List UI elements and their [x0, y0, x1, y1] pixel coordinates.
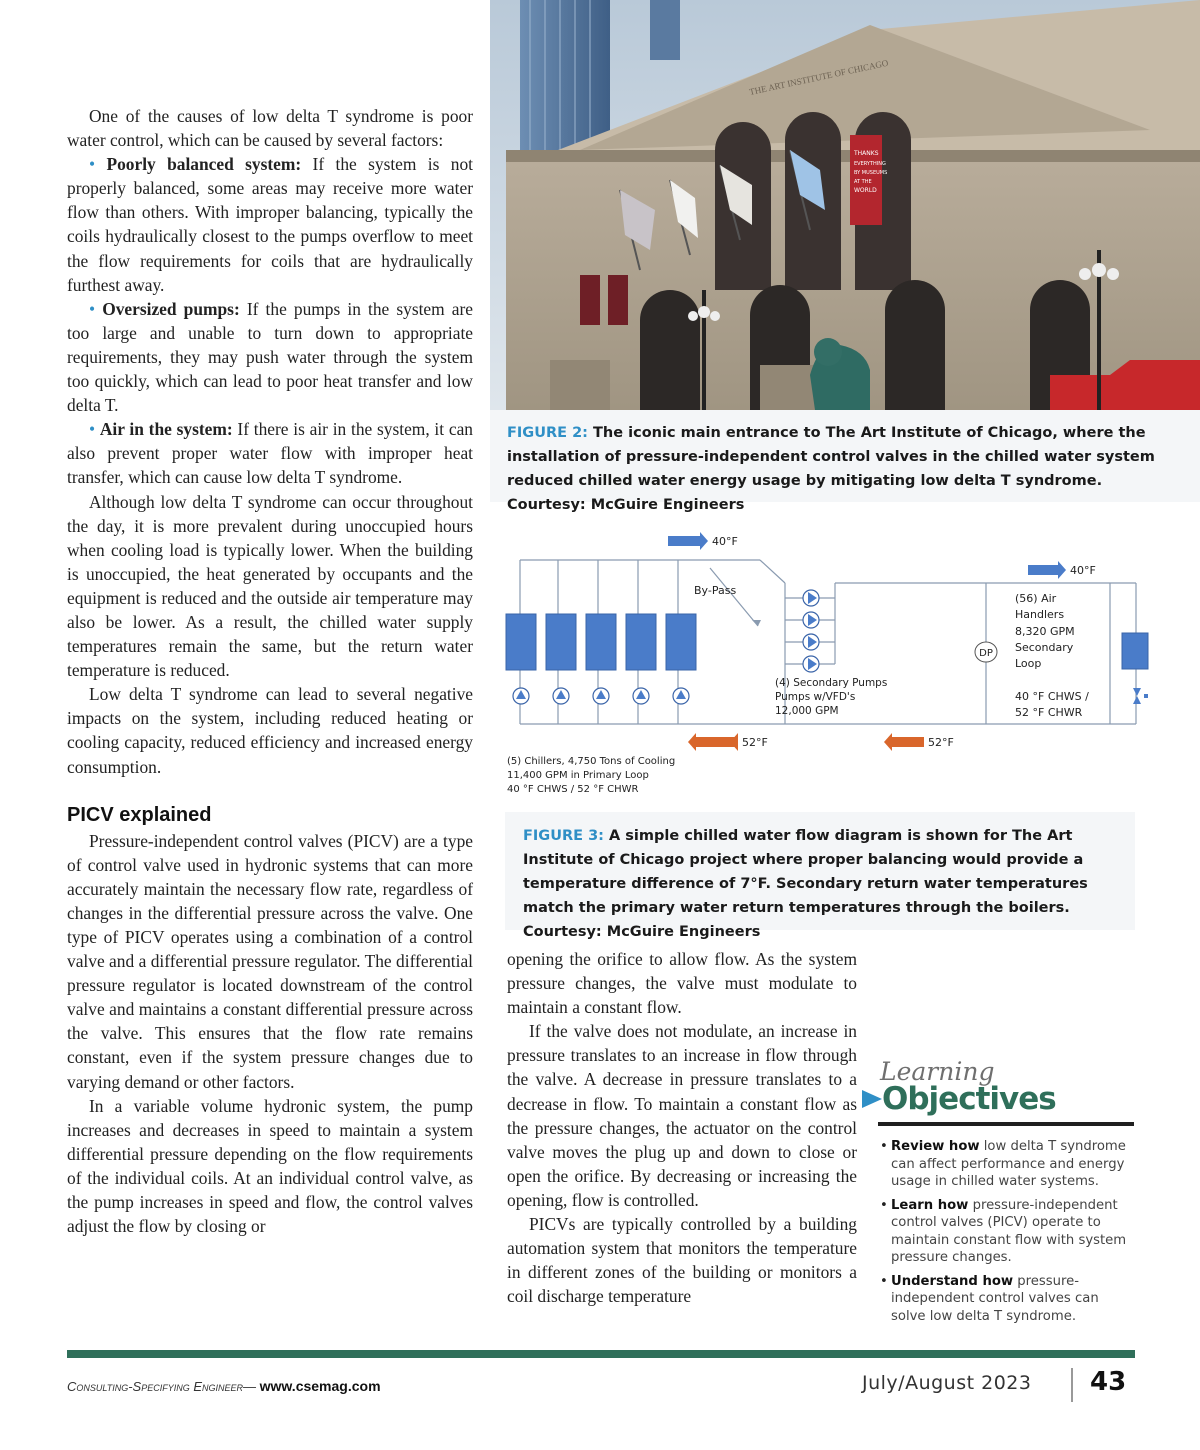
paragraph: One of the causes of low delta T syndrome is poor water control, which can be caused by several factors:	[67, 106, 473, 151]
objectives-word: Objectives	[882, 1081, 1056, 1117]
supply-temp-label: 40°F	[1070, 564, 1096, 577]
paragraph: In a variable volume hydronic system, the pump increases and decreases in speed to maintain a system differential pressure depending on the flow requirements of the individual coils. At an individual control valve, as the pump increases in speed and flow, the control valves adjust the flow by closing or	[67, 1095, 473, 1237]
left-column	[67, 104, 473, 1238]
issue-date: July/August 2023	[862, 1372, 1032, 1394]
bullet-title: Oversized pumps:	[102, 298, 240, 319]
banner-line: AT THE	[854, 179, 872, 185]
return-temp-label: 52°F	[742, 736, 768, 749]
bullet-title: Poorly balanced system:	[106, 154, 302, 175]
air-temps-line: 40 °F CHWS /	[1015, 690, 1089, 703]
footer-publication	[67, 1378, 381, 1394]
paragraph: Although low delta T syndrome can occur throughout the day, it is more prevalent during unoccupied hours when cooling load is typically lower. When the building is unoccupied, the heat generated by occupants and the equipment is reduced and the outside air temperature may also be lower. As a result, the chilled water supply temperatures remain the same, but the return water temperature is reduced.	[67, 491, 473, 681]
figure-2-caption	[490, 410, 1200, 513]
website-link[interactable]: www.csemag.com	[259, 1378, 381, 1394]
list-item	[880, 1138, 1137, 1191]
list-item	[880, 1273, 1137, 1326]
bullet-poorly-balanced: • Poorly balanced system: If the system is not properly balanced, some areas may receive more water flow than others. With improper balancing, typically the coils hydraulically closest to the pumps overflow to meet the flow requirements for coils that are hydraulically furthest away.	[67, 154, 473, 295]
chilled-water-diagram	[500, 528, 1200, 800]
paragraph: PICVs are typically controlled by a building automation system that monitors the temperature in different zones of the building or monitors a coil discharge temperature	[507, 1214, 857, 1307]
frieze-text: THE ART INSTITUTE OF CHICAGO	[748, 57, 890, 97]
caption-text: The iconic main entrance to The Art Institute of Chicago, where the installation of pressure-independent control valves in the chilled water system reduced chilled water energy usage by mitigating low delta T syndrome. Courtesy: McGuire Engineers	[507, 425, 1155, 513]
banner-line: THANKS	[854, 150, 879, 157]
banner-line: WORLD	[854, 187, 877, 194]
chillers-line: (5) Chillers, 4,750 Tons of Cooling	[507, 756, 676, 767]
caption-text: A simple chilled water flow diagram is shown for The Art Institute of Chicago project where proper balancing would provide a temperature difference of 7°F. Secondary return water temperatures match the primary water return temperatures through the boilers. Courtesy: McGuire Engineers	[523, 828, 1088, 940]
section-heading: PICV explained	[67, 803, 212, 826]
banner-line: EVERYTHING	[854, 161, 886, 167]
bullet-text: If the system is not properly balanced, some areas may receive more water flow than others. With improper balancing, typically the coils hydraulically closest to the pumps overflow to meet the flow requirements for coils that are hydraulically furthest away.	[67, 154, 473, 295]
figure-label: FIGURE 3:	[523, 828, 604, 844]
divider	[878, 1122, 1134, 1126]
footer-rule	[67, 1350, 1135, 1358]
bullet-title: Air in the system:	[99, 419, 233, 440]
arrow-icon	[862, 1090, 882, 1108]
divider	[1071, 1368, 1073, 1402]
item-text: low delta T syndrome can affect performance and energy usage in chilled water systems.	[891, 1139, 1126, 1189]
item-lead: Review how	[891, 1139, 980, 1154]
bullet-text: If the pumps in the system are too large and unable to turn down to appropriate requirements, they may push water through the system too quickly, which can lead to poor heat transfer and low delta T.	[67, 298, 474, 416]
paragraph: Low delta T syndrome can lead to several negative impacts on the system, including reduced heating or cooling capacity, reduced efficiency and increased energy consumption.	[67, 684, 473, 777]
learning-objectives-box	[862, 1058, 1137, 1331]
learning-word: Learning	[880, 1057, 995, 1086]
banner-line: BY MUSEUMS	[854, 170, 888, 176]
list-item	[880, 1197, 1137, 1267]
objectives-list	[862, 1138, 1137, 1325]
air-handlers-line: (56) Air	[1015, 592, 1057, 605]
paragraph: opening the orifice to allow flow. As the system pressure changes, the valve must modulate to maintain a constant flow.	[507, 949, 857, 1018]
bullet-oversized-pumps: • Oversized pumps: If the pumps in the system are too large and unable to turn down to appropriate requirements, they may push water through the system too quickly, which can lead to poor heat transfer and low delta T.	[67, 298, 474, 416]
separator: —	[243, 1379, 257, 1394]
secondary-pumps-line: Pumps w/VFD's	[775, 691, 856, 703]
chillers-line: 11,400 GPM in Primary Loop	[507, 770, 649, 781]
publication-name: Consulting-Specifying Engineer	[67, 1379, 244, 1394]
secondary-pumps-line: (4) Secondary Pumps	[775, 677, 888, 689]
paragraph: If the valve does not modulate, an increase in pressure translates to an increase in flow through the valve. A decrease in pressure translates to a decrease in flow. To maintain a constant flow as the pressure changes, the actuator on the control valve moves the plug up and down to close or open the orifice. By decreasing or increasing the opening, flow is controlled.	[507, 1021, 857, 1210]
secondary-pumps-line: 12,000 GPM	[775, 705, 839, 717]
air-handlers-line: Handlers	[1015, 608, 1065, 621]
air-handlers-line: 8,320 GPM	[1015, 625, 1075, 638]
item-text: pressure-independent control valves can solve low delta T syndrome.	[891, 1273, 1099, 1324]
air-handlers-line: Loop	[1015, 657, 1042, 670]
item-text: pressure-independent control valves (PICV) operate to maintain constant flow with system pressure changes.	[891, 1197, 1127, 1265]
chillers-line: 40 °F CHWS / 52 °F CHWR	[507, 784, 639, 795]
bypass-label: By-Pass	[694, 584, 737, 597]
item-lead: Learn how	[891, 1197, 969, 1213]
page-number: 43	[1090, 1367, 1127, 1397]
return-temp-label: 52°F	[928, 736, 954, 749]
dp-label: DP	[979, 648, 993, 659]
air-handlers-line: Secondary	[1015, 641, 1074, 654]
middle-column	[507, 947, 857, 1308]
air-temps-line: 52 °F CHWR	[1015, 706, 1083, 719]
figure-label: FIGURE 2:	[507, 425, 588, 441]
bullet-air-in-system: • Air in the system: If there is air in the system, it can also prevent proper water flow with improper heat transfer, which can cause low delta T syndrome.	[67, 419, 473, 488]
item-lead: Understand how	[891, 1273, 1014, 1289]
supply-temp-label: 40°F	[712, 535, 738, 548]
figure-3-caption	[505, 812, 1135, 940]
art-institute-photo	[490, 0, 1200, 410]
bullet-text: If there is air in the system, it can also prevent proper water flow with improper heat transfer, which can cause low delta T syndrome.	[67, 419, 473, 488]
paragraph: Pressure-independent control valves (PICV) are a type of control valve used in hydronic systems that can more accurately maintain the necessary flow rate, regardless of changes in the differential pressure across the valve. One type of PICV operates using a combination of a control valve and a differential pressure regulator. The differential pressure regulator is located downstream of the control valve and maintains a constant differential pressure across the valve. This ensures that the flow rate remains constant, even if the system pressure changes due to varying demand or other factors.	[67, 830, 473, 1092]
